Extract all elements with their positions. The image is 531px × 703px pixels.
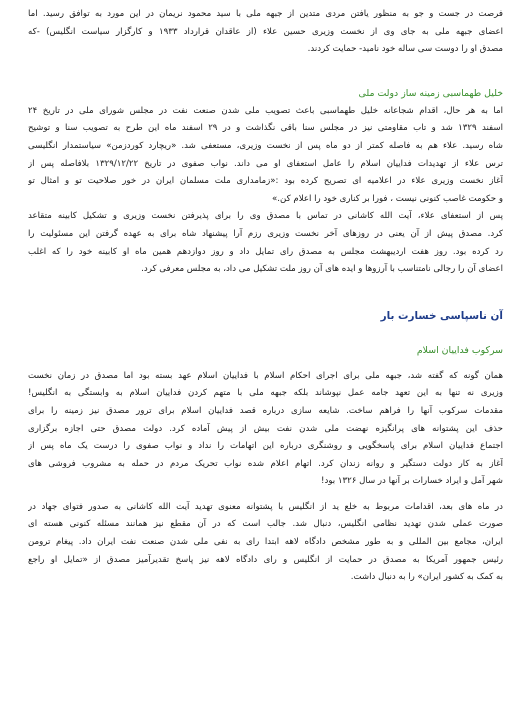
paragraph-2: [28, 103, 503, 209]
paragraph-line: به کمک به کشور ایران» را به دنبال داشت.: [350, 572, 503, 583]
paragraph-line: اسفند ۱۳۲۹ شد و تاب مقاومتی نیز در مجلس سنا باقی نگذاشت و در ۲۹ اسفند ماه این طرح به تصویب سنا و توشیح: [28, 123, 503, 134]
paragraph-line: رئیس جمهور آمریکا به مصدق در حمایت از انگلیس و رای دادگاه لاهه نیز پاسخ تقدیرآمیز مصدق از «تمایل او راجع: [28, 554, 503, 565]
paragraph-1: [28, 6, 503, 59]
paragraph-line: کرد. مصدق پیش از آن یعنی در روزهای آخر نخست وزیری رزم آرا پیشنهاد شاه برای به عهده گرفتن این مسئولیت را: [28, 228, 503, 239]
paragraph-5: [28, 499, 503, 587]
paragraph-line: ترس علاء از تهدیدات فداییان اسلام را عامل استعفای او می داند. نواب صفوی در تاریخ ۱۳۲۹/۱۲/۲۲ بلافاصله پس از: [28, 158, 503, 169]
paragraph-4: [28, 368, 503, 491]
paragraph-line: صورت عملی شدن تهدید نظامی انگلیس، دنبال شد. جالب است که در آن مقطع نیز همانند مسئله کنونی هسته ای: [28, 519, 503, 530]
paragraph-line: اعضای آن را رجالی نامتناسب با آرزوها و ایده های آن روز ملت تشکیل می داد، به مجلس معرفی کرد.: [141, 264, 503, 275]
paragraph-line: حذف این پشتوانه های پرانگیزه نهضت ملی شدن نفت بیش از پیش آماده کرد. دولت مصدق حتی اجازه برگزاری: [28, 423, 503, 434]
paragraph-line: ایران، مجامع بین المللی و به طور مشخص دادگاه لاهه ابتدا رای به نفی ملی شدن صنعت نفت ایران داد. پیغام ترومن: [28, 537, 503, 548]
paragraph-line: اعضای جبهه ملی به جای وی از نخست وزیری حسین علاء (از عاقدان قرارداد ۱۹۳۳ و کارگزار سیاست انگلیس) -که: [28, 26, 503, 37]
paragraph-line: شاه رسید. علاء هم به فاصله کمتر از دو ماه پس از نخست وزیری، مستعفی شد. «ریچارد کوردزمن» سیاستمدار انگلیسی: [28, 140, 503, 151]
paragraph-line: آغاز به کار دولت دستگیر و روانه زندان کرد. اتهام اعلام شده نواب تحریک مردم در حمله به مشروب فروشی های: [28, 458, 503, 469]
paragraph-line: مقدمات سرکوب آنها را فراهم ساخت. شایعه سازی درباره قصد فداییان اسلام برای ترور مصدق نیز زمینه را برای: [28, 405, 503, 416]
paragraph-line: همان گونه که گفته شد، جبهه ملی برای اجرای احکام اسلام با فداییان اسلام عهد بسته بود اما مصدق در زمان نخست: [28, 370, 503, 381]
paragraph-line: مصدق او را دوست سی ساله خود نامید- حمایت کردند.: [307, 44, 503, 55]
paragraph-line: و حکومت غاصب کنونی نیست ، فورا بر کناری خود را اعلام کن.»: [272, 193, 503, 204]
paragraph-line: در ماه های بعد، اقدامات مربوط به خلع ید از انگلیس با پشتوانه معنوی تهدید آیت الله کاشانی به صدور فتوای جهاد در: [28, 501, 503, 512]
subheading-suppression: سرکوب فداییان اسلام: [416, 344, 503, 356]
paragraph-line: وزیری نه تنها به این تعهد جامه عمل نپوشاند بلکه جبهه ملی با متهم کردن فداییان اسلام به وابستگی به انگلیس!: [28, 388, 503, 399]
section-title: آن ناسپاسی خسارت بار: [380, 309, 503, 322]
paragraph-3: [28, 208, 503, 278]
paragraph-line: اجتماع فداییان اسلام برای پاسخگویی و روشنگری درباره این اتهامات را نداد و نواب صفوی را درست یک ماه پس از: [28, 441, 503, 452]
paragraph-line: اما به هر حال، اقدام شجاعانه خلیل طهماسبی باعث تصویب ملی شدن صنعت نفت در مجلس شورای ملی در تاریخ ۲۴: [28, 105, 503, 116]
paragraph-line: پس از استعفای علاء، آیت الله کاشانی در تماس با مصدق وی را برای پذیرفتن نخست وزیری و تشکیل کابینه متقاعد: [28, 211, 503, 222]
paragraph-line: فرصت در جست و جو به منظور یافتن مردی متدین از جبهه ملی با سید محمود نریمان در این مورد به توافق رسید. اما: [28, 9, 503, 19]
paragraph-line: شهر آمل و ایراد خسارات بر آنها در سال ۱۳۲۶ بود!: [321, 476, 503, 487]
paragraph-line: آغاز نخست وزیری علاء در اعلامیه ای تصریح کرده بود :«زمامداری ملت مسلمان ایران در خور صلاحیت تو و امثال تو: [28, 176, 503, 187]
subheading-khalil-tahmasebi: خلیل طهماسبی زمینه ساز دولت ملی: [358, 87, 503, 99]
paragraph-line: رد کرده بود. روز هفت اردیبهشت مجلس به مصدق رای تمایل داد و روز دوازدهم همین ماه او کابینه خود را که اغلب: [28, 246, 503, 257]
